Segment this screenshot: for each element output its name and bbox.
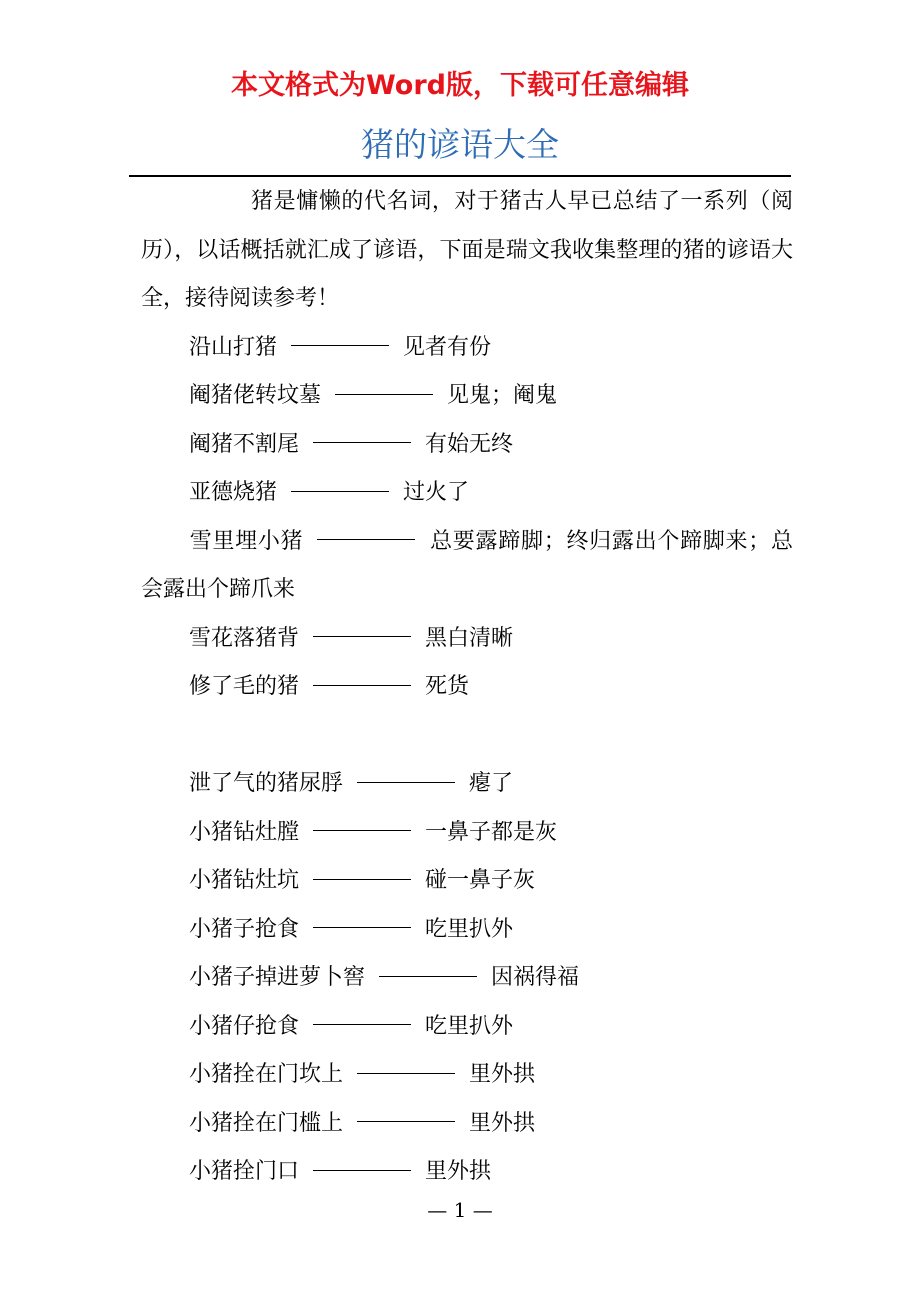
proverb-line (141, 760, 793, 809)
proverb-meaning: 过火了 (403, 480, 470, 505)
proverb-line (141, 1148, 793, 1197)
proverb-phrase: 小猪仔抢食 (189, 1013, 300, 1039)
em-dash-separator (291, 491, 389, 492)
proverb-phrase: 亚德烧猪 (189, 480, 278, 505)
proverb-meaning: 吃里扒外 (425, 1013, 514, 1039)
proverb-line (141, 954, 793, 1003)
proverb-meaning: 有始无终 (425, 431, 514, 457)
proverb-phrase: 雪里埋小猪 (189, 528, 304, 554)
proverb-phrase: 小猪拴在门槛上 (189, 1110, 344, 1136)
document-body (141, 178, 793, 1197)
proverb-line (141, 469, 793, 518)
proverb-line (141, 1003, 793, 1052)
proverb-line (141, 906, 793, 955)
proverb-meaning: 见者有份 (403, 334, 492, 360)
title-divider (129, 175, 791, 177)
paragraph-gap (141, 712, 793, 761)
proverb-phrase: 小猪拴门口 (189, 1159, 300, 1184)
page-title: 猪的谚语大全 (361, 125, 559, 164)
proverb-meaning: 碰一鼻子灰 (425, 868, 536, 893)
em-dash-separator (313, 927, 411, 928)
intro-paragraph: 猪是慵懒的代名词，对于猪古人早已总结了一系列（阅历），以话概括就汇成了谚语，下面是瑞文我收集整理的猪的谚语大全，接待阅读参考！ (141, 189, 793, 311)
proverb-meaning: 死货 (425, 674, 470, 699)
em-dash-separator (357, 1121, 455, 1122)
proverb-meaning: 里外拱 (469, 1110, 536, 1136)
proverb-meaning: 总要露蹄脚；终归露出个蹄脚来；总会露出个蹄爪来 (141, 528, 793, 602)
proverb-phrase: 小猪子抢食 (189, 916, 300, 942)
proverb-phrase: 阉猪佬转坟墓 (189, 383, 322, 408)
proverb-meaning: 里外拱 (425, 1159, 492, 1184)
proverb-line (141, 857, 793, 906)
em-dash-separator (313, 1024, 411, 1025)
proverb-list (141, 760, 793, 1197)
proverb-line (141, 372, 793, 421)
proverb-meaning: 瘪了 (469, 771, 514, 796)
em-dash-separator (317, 539, 415, 540)
proverb-phrase: 小猪拴在门坎上 (189, 1062, 344, 1087)
download-banner: 本文格式为Word版，下载可任意编辑 (230, 70, 689, 101)
em-dash-separator (313, 442, 411, 443)
em-dash-separator (313, 636, 411, 637)
proverb-phrase: 沿山打猪 (189, 334, 278, 360)
proverb-line (141, 421, 793, 470)
proverb-phrase: 小猪钻灶坑 (189, 868, 300, 893)
proverb-meaning: 一鼻子都是灰 (425, 819, 558, 845)
proverb-phrase: 修了毛的猪 (189, 674, 300, 699)
em-dash-separator (313, 830, 411, 831)
proverb-line (141, 615, 793, 664)
proverb-line (141, 324, 793, 373)
em-dash-separator (379, 976, 477, 977)
em-dash-separator (335, 394, 433, 395)
proverb-list (141, 324, 793, 712)
proverb-meaning: 吃里扒外 (425, 916, 514, 942)
em-dash-separator (313, 1170, 411, 1171)
em-dash-separator (357, 1073, 455, 1074)
proverb-meaning: 因祸得福 (491, 965, 580, 990)
proverb-phrase: 阉猪不割尾 (189, 431, 300, 457)
proverb-phrase: 泄了气的猪尿脬 (189, 771, 344, 796)
proverb-meaning: 黑白清晰 (425, 625, 514, 651)
em-dash-separator (357, 782, 455, 783)
em-dash-separator (291, 345, 389, 346)
proverb-phrase: 雪花落猪背 (189, 625, 300, 651)
proverb-line (141, 518, 793, 615)
proverb-phrase: 小猪钻灶膛 (189, 819, 300, 845)
proverb-line (141, 1100, 793, 1149)
proverb-meaning: 里外拱 (469, 1062, 536, 1087)
proverb-line (141, 1051, 793, 1100)
proverb-line (141, 809, 793, 858)
proverb-line (141, 663, 793, 712)
proverb-meaning: 见鬼；阉鬼 (447, 383, 558, 408)
page-number: — 1 — (427, 1198, 493, 1222)
proverb-phrase: 小猪子掉进萝卜窖 (189, 965, 366, 990)
em-dash-separator (313, 685, 411, 686)
em-dash-separator (313, 879, 411, 880)
